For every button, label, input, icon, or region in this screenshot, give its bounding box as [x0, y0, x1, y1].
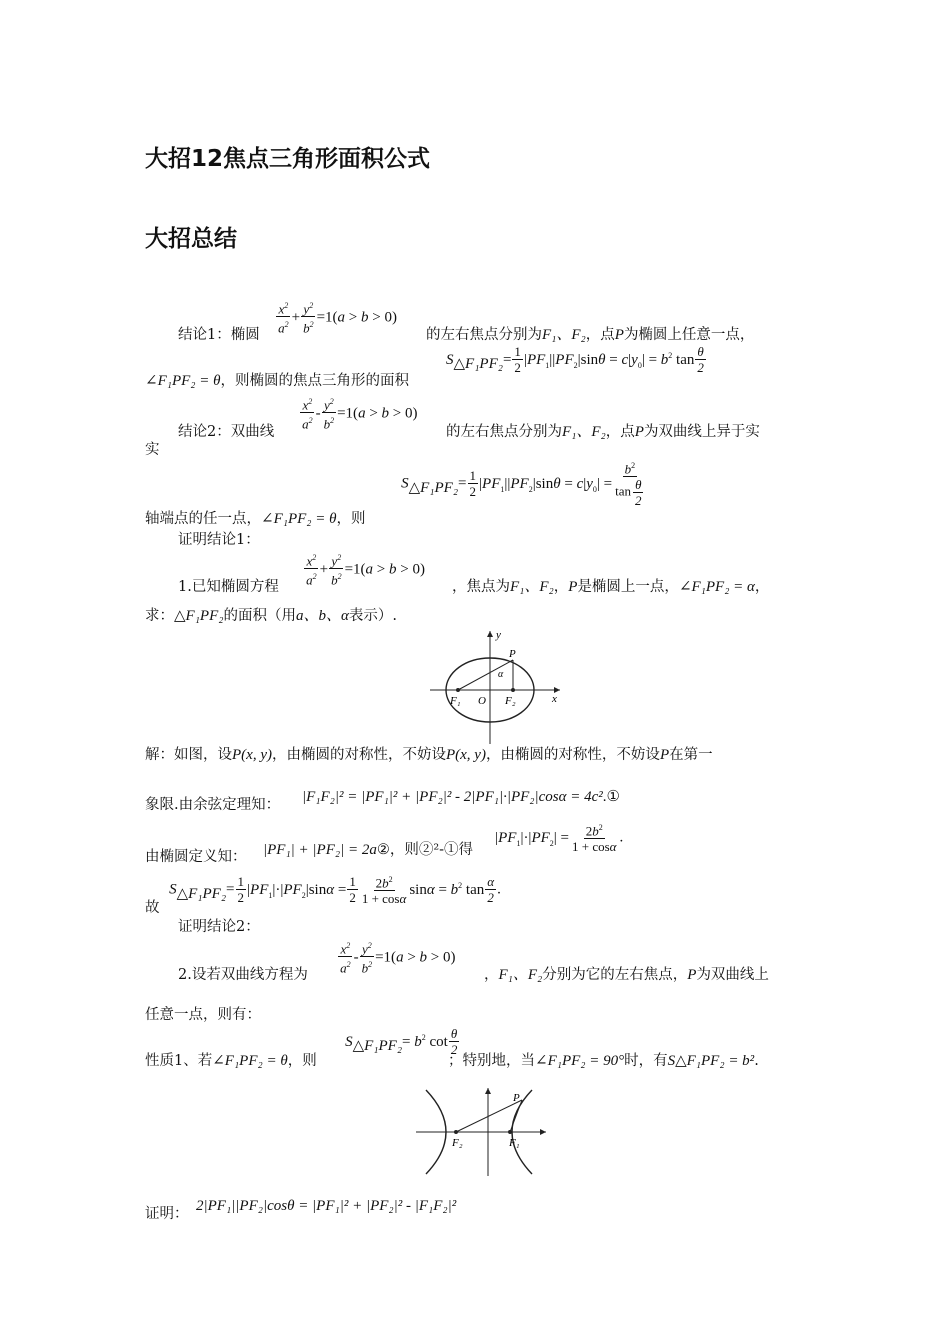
- fig1-alpha-label: α: [498, 669, 504, 680]
- fig1-f1-label: F₁: [450, 695, 461, 707]
- proof2-proof-equation: 2|PF₁||PF₂|cosθ = |PF₁|² + |PF₂|² - |F₁F₂|²: [196, 1198, 457, 1214]
- proof1-equation: $\frac{x^2}{a^2}$ + $\frac{y^2}{b^2}$ =1(a > b > 0): [298, 550, 425, 588]
- c1-label: 结论1：椭圆: [178, 327, 260, 343]
- c2-angle-line: 轴端点的任一点，∠F₁PF₂ = θ，则: [145, 511, 366, 527]
- proof1-therefore: 故: [145, 900, 160, 916]
- fig1-x-label: x: [552, 693, 557, 705]
- fig1-y-label: y: [496, 629, 501, 641]
- proof2-heading: 证明结论2：: [178, 919, 260, 935]
- proof1-solution-line1: 解：如图，设P(x, y)，由椭圆的对称性，不妨设P(x, y)，由椭圆的对称性，不妨设P在第一: [145, 747, 713, 763]
- fig2-f1-label: F₁: [509, 1137, 520, 1149]
- fig1-o-label: O: [478, 695, 486, 707]
- proof1-question: 1.已知椭圆方程: [178, 579, 279, 595]
- property-1-area: $S_{\triangle F_1PF_2}= b^2$ cot $\frac{\theta}{2}$: [345, 1026, 458, 1057]
- proof2-question: 2.设若双曲线方程为: [178, 967, 308, 983]
- property-1: 性质1、若∠F₁PF₂ = θ，则: [145, 1053, 317, 1069]
- proof2-equation: $\frac{x^2}{a^2}$ - $\frac{y^2}{b^2}$ =1(a > b > 0): [332, 938, 456, 976]
- proof1-result: $S_{\triangle F_1PF_2}=$ $\frac{1}{2}$ $|PF_1|\cdot|PF_2|\sin\alpha$ = $\frac{1}{2}$ $\frac{2b^2}{1 + \cos\alpha}$ $\sin\alpha = b^2$ tan $\frac{\alpha}{2}$ .: [169, 873, 501, 907]
- c2-hyperbola-equation: $\frac{x^2}{a^2}$ - $\frac{y^2}{b^2}$ =1(a > b > 0): [294, 394, 418, 432]
- ellipse-figure: [418, 626, 568, 746]
- fig1-f2-label: F₂: [505, 695, 516, 707]
- c1-angle-line: ∠F₁PF₂ = θ，则椭圆的焦点三角形的面积: [145, 373, 409, 389]
- proof1-definition: |PF₁| + |PF₂| = 2a②，则②²-①得: [263, 842, 474, 858]
- proof1-question-line2: 求：△F₁PF₂的面积（用a、b、α表示）.: [145, 608, 397, 624]
- proof2-proof-label: 证明：: [145, 1206, 189, 1222]
- proof2-question-line2: 任意一点，则有：: [145, 1007, 261, 1023]
- proof1-heading: 证明结论1：: [178, 532, 260, 548]
- c2-text: 的左右焦点分别为F₁、F₂，点P为双曲线上异于实: [446, 424, 760, 440]
- c2-wrap-char: 实: [145, 442, 160, 458]
- c2-area-formula: $S_{\triangle F_1PF_2}=$ $\frac{1}{2}$ $|PF_1||PF_2|\sin\theta = c|y_0|$ = $b^2$ tan $\frac{\theta}{2}$: [396, 458, 648, 508]
- proof1-cosine-law: |F₁F₂|² = |PF₁|² + |PF₂|² - 2|PF₁|·|PF₂|cosα = 4c².①: [302, 789, 620, 805]
- fig2-f2-label: F₂: [452, 1137, 463, 1149]
- c1-text: 的左右焦点分别为F₁、F₂，点P为椭圆上任意一点，: [426, 327, 755, 343]
- fig2-p-label: P: [513, 1092, 520, 1104]
- hyperbola-figure: [412, 1086, 548, 1178]
- property-1-special: ；特别地，当∠F₁PF₂ = 90°时，有S△F₁PF₂ = b².: [448, 1053, 759, 1069]
- proof1-cosine-label: 象限.由余弦定理知：: [145, 797, 281, 813]
- c2-label: 结论2：双曲线: [178, 424, 275, 440]
- fig1-p-label: P: [509, 648, 516, 660]
- proof1-question-cont: ，焦点为F₁、F₂，P是椭圆上一点，∠F₁PF₂ = α，: [452, 579, 770, 595]
- proof1-product: $|PF_1|\cdot|PF_2|$ = $\frac{2b^2}{1 + \cos\alpha}$ .: [490, 820, 623, 854]
- section-heading: 大招总结: [145, 226, 237, 252]
- proof1-definition-label: 由椭圆定义知：: [145, 849, 247, 865]
- proof2-question-cont: ，F₁、F₂分别为它的左右焦点，P为双曲线上: [484, 967, 769, 983]
- c1-ellipse-equation: $\frac{x^2}{a^2}$ + $\frac{y^2}{b^2}$ =1(a > b > 0): [270, 298, 397, 336]
- page-title: 大招12焦点三角形面积公式: [145, 146, 431, 172]
- c1-area-formula: $S_{\triangle F_1PF_2}=$ $\frac{1}{2}$ $|PF_1||PF_2|\sin\theta = c|y_0| = b^2$ tan $\frac{\theta}{2}$: [446, 344, 704, 375]
